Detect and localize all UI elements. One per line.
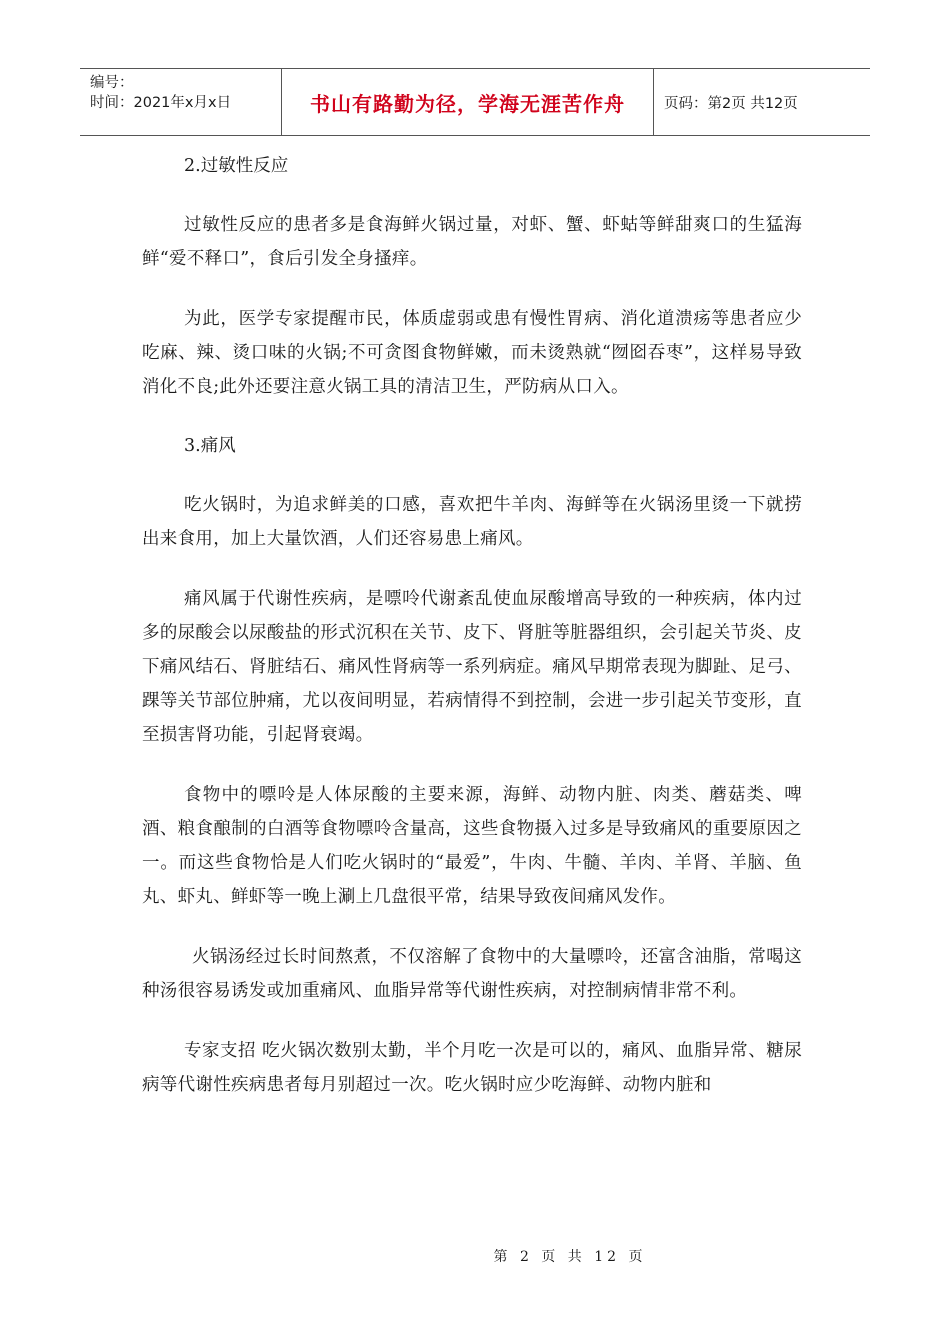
paragraph: 火锅汤经过长时间熬煮，不仅溶解了食物中的大量嘌呤，还富含油脂，常喝这种汤很容易诱发或加重痛风、血脂异常等代谢性疾病，对控制病情非常不利。 [142,947,802,1001]
page-header [80,68,870,136]
header-meta [80,69,282,135]
paragraph: 过敏性反应的患者多是食海鲜火锅过量，对虾、蟹、虾蛄等鲜甜爽口的生猛海鲜“爱不释口”，食后引发全身搔痒。 [142,215,802,269]
page-footer: 第 2 页 共 12 页 [493,1249,647,1265]
paragraph: 痛风属于代谢性疾病，是嘌呤代谢紊乱使血尿酸增高导致的一种疾病，体内过多的尿酸会以尿酸盐的形式沉积在关节、皮下、肾脏等脏器组织，会引起关节炎、皮下痛风结石、肾脏结石、痛风性肾病等一系列病症。痛风早期常表现为脚趾、足弓、踝等关节部位肿痛，尤以夜间明显，若病情得不到控制，会进一步引起关节变形，直至损害肾功能，引起肾衰竭。 [142,589,802,745]
header-page-info: 页码：第2页 共12页 [664,95,798,112]
paragraph: 专家支招 吃火锅次数别太勤，半个月吃一次是可以的，痛风、血脂异常、糖尿病等代谢性疾病患者每月别超过一次。吃火锅时应少吃海鲜、动物内脏和 [142,1041,802,1095]
document-body [142,150,802,1128]
paragraph: 为此，医学专家提醒市民，体质虚弱或患有慢性胃病、消化道溃疡等患者应少吃麻、辣、烫口味的火锅;不可贪图食物鲜嫩，而未烫熟就“囫囵吞枣”，这样易导致消化不良;此外还要注意火锅工具的清洁卫生，严防病从口入。 [142,309,802,397]
paragraph: 食物中的嘌呤是人体尿酸的主要来源，海鲜、动物内脏、肉类、蘑菇类、啤酒、粮食酿制的白酒等食物嘌呤含量高，这些食物摄入过多是导致痛风的重要原因之一。而这些食物恰是人们吃火锅时的“最爱”，牛肉、牛髓、羊肉、羊肾、羊脑、鱼丸、虾丸、鲜虾等一晚上涮上几盘很平常，结果导致夜间痛风发作。 [142,785,802,907]
time-label: 时间：2021年x月x日 [90,95,232,111]
section-heading-allergy: 2.过敏性反应 [184,156,289,176]
header-motto: 书山有路勤为径，学海无涯苦作舟 [282,69,654,135]
number-label: 编号： [90,75,134,91]
paragraph: 吃火锅时，为追求鲜美的口感，喜欢把牛羊肉、海鲜等在火锅汤里烫一下就捞出来食用，加上大量饮酒，人们还容易患上痛风。 [142,495,802,549]
section-heading-gout: 3.痛风 [184,436,236,456]
